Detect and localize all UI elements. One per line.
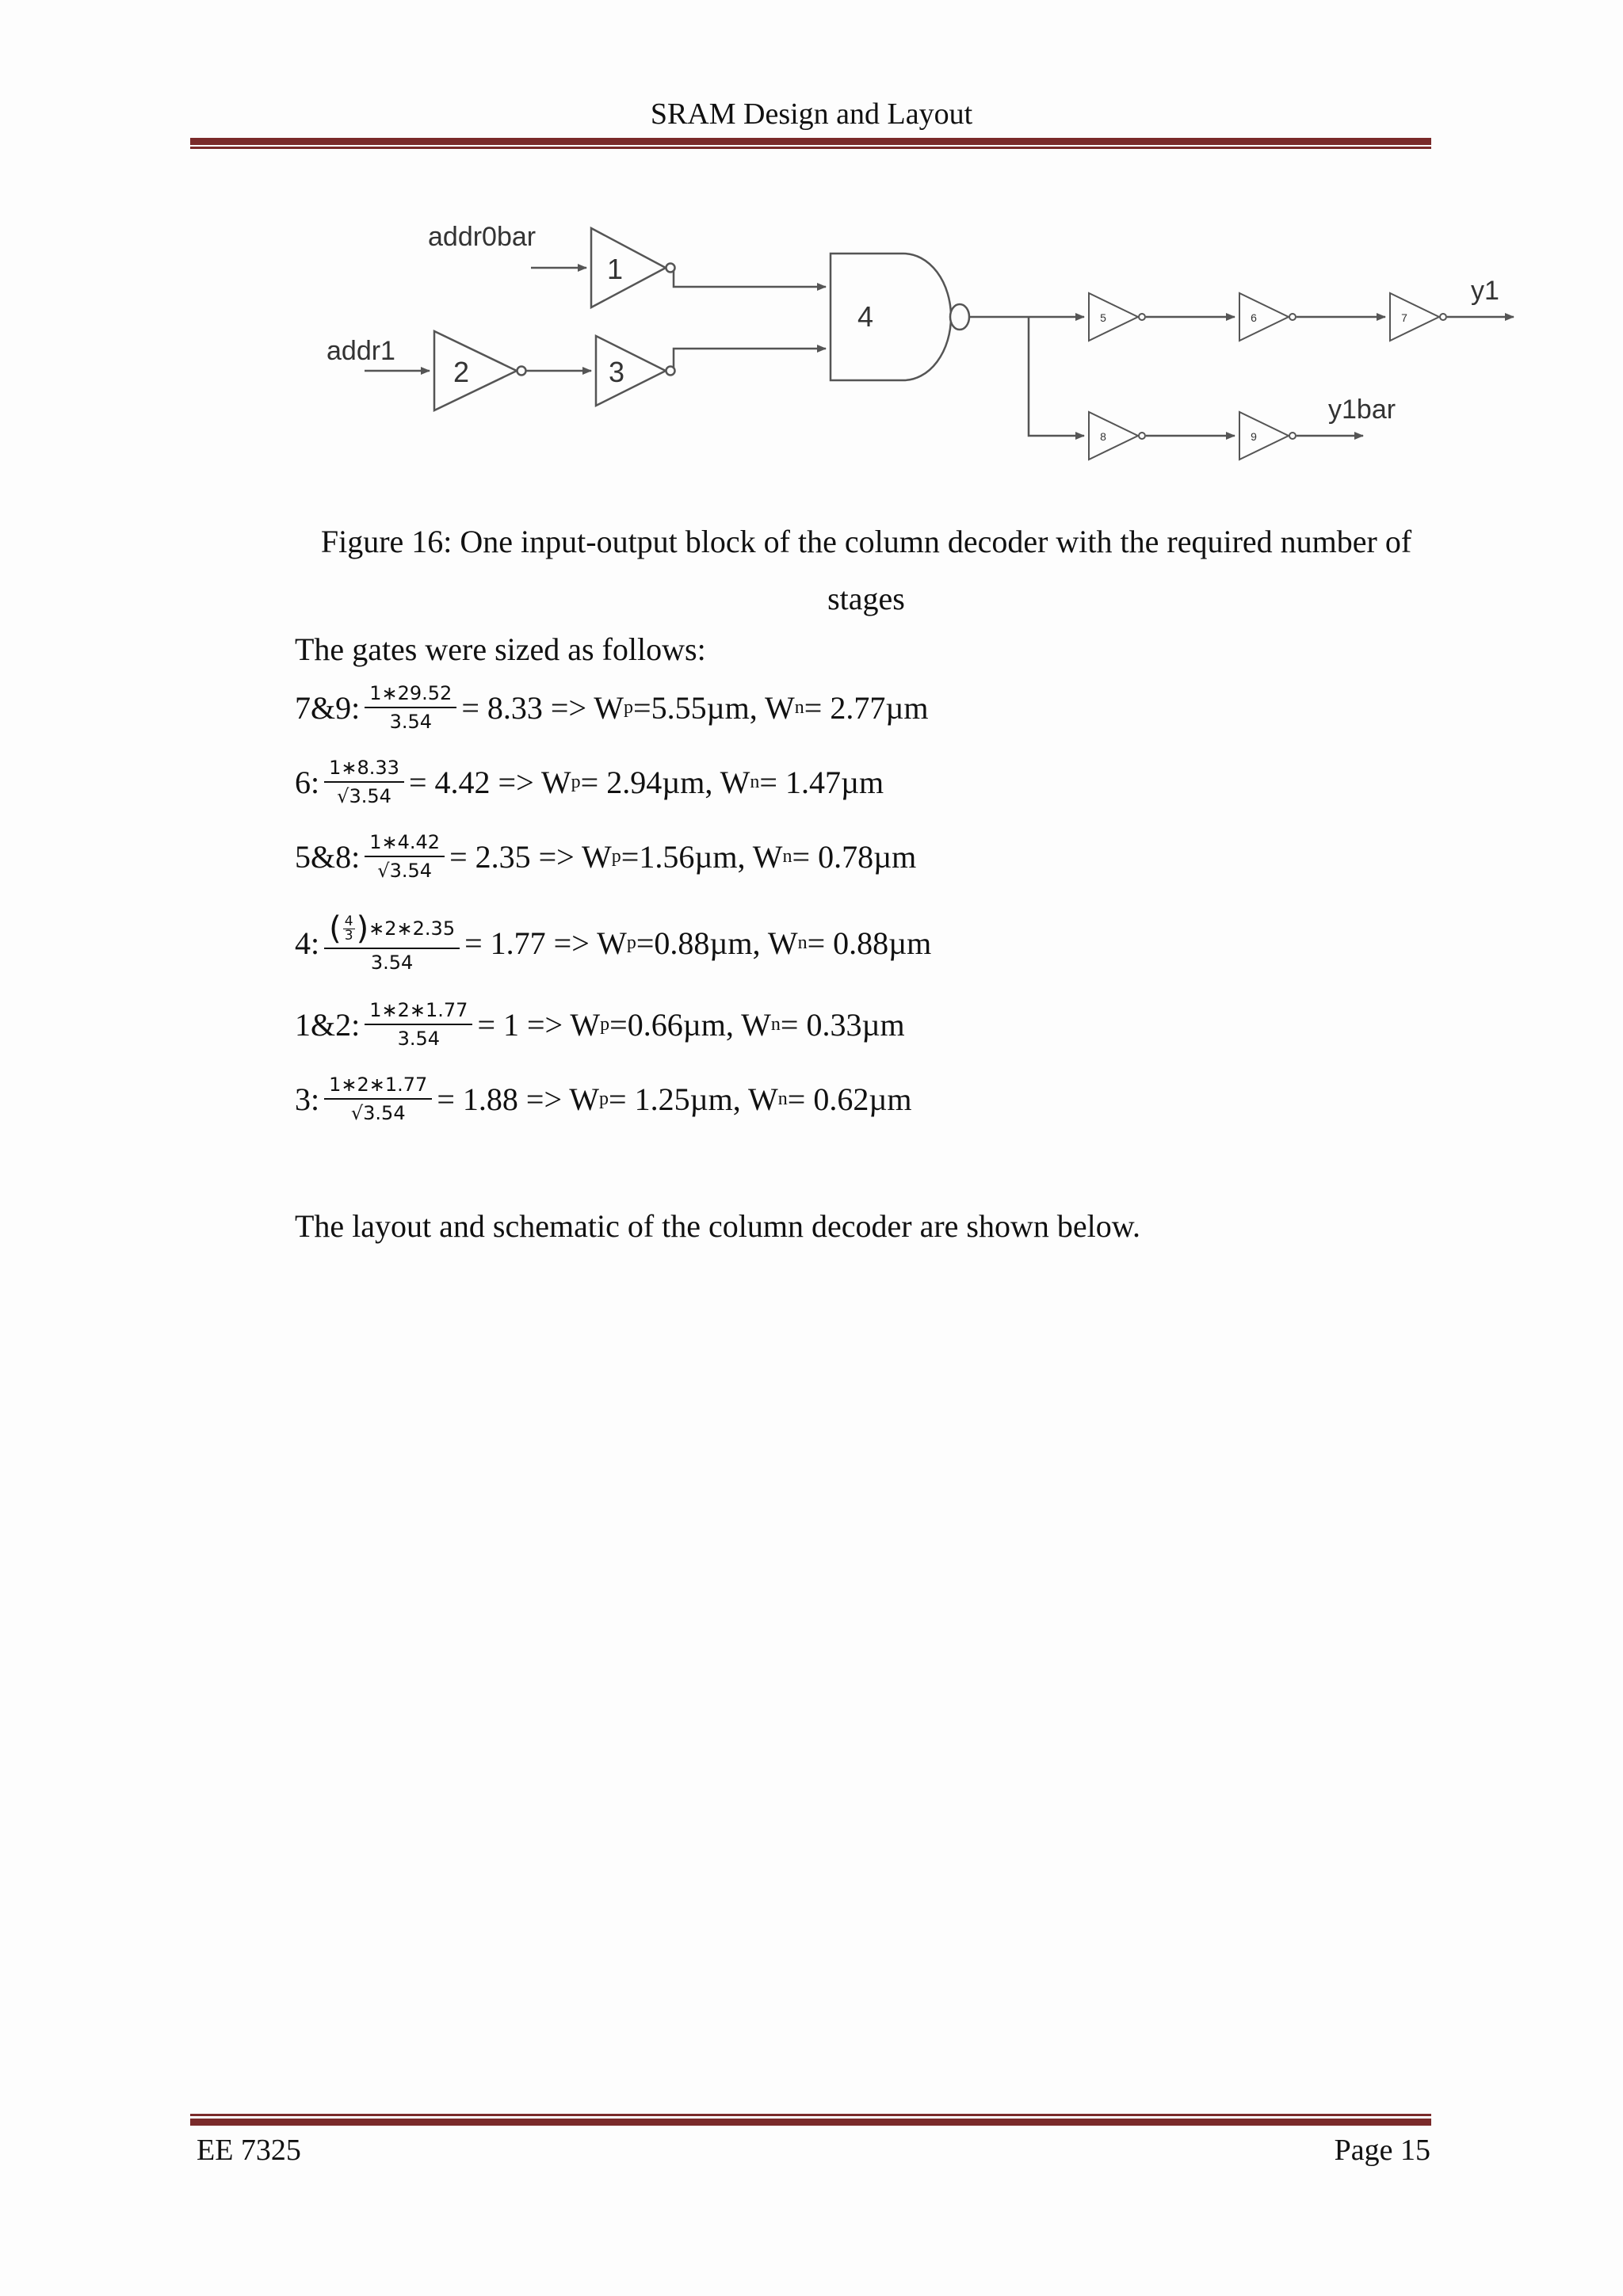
eq-result: = 1.88 => W (437, 1081, 600, 1117)
wn-subscript: n (777, 1088, 788, 1109)
eq-denominator: √3.54 (337, 785, 391, 808)
eq-result: = 8.33 => W (461, 689, 624, 726)
gate-label-1: 1 (606, 253, 624, 285)
eq-fraction (324, 910, 460, 974)
gate-label-2: 2 (453, 356, 470, 388)
inverter-1 (591, 228, 675, 307)
signal-label-y1: y1 (1471, 276, 1499, 306)
wn-subscript: n (782, 845, 792, 867)
eq-denominator: √3.54 (377, 860, 433, 883)
eq-label: 7&9: (295, 689, 361, 726)
paren-fraction-den: 3 (344, 927, 353, 944)
inverter-5 (1089, 293, 1145, 341)
eq-label: 1&2: (295, 1006, 361, 1043)
gate-label-7: 7 (1401, 311, 1407, 324)
inverter-2 (434, 331, 526, 410)
eq-numerator: 1∗8.33 (324, 757, 404, 783)
eq-denominator: 3.54 (397, 1028, 441, 1051)
eq-result: = 4.42 => W (408, 764, 571, 800)
eq-label: 3: (295, 1081, 320, 1117)
gate-label-3: 3 (608, 356, 625, 388)
eq-numerator: 1∗29.52 (365, 683, 456, 708)
equation-gate-6 (295, 757, 884, 807)
eq-wn-value: = 0.88µm (807, 925, 932, 961)
closing-text: The layout and schematic of the column decoder are shown below. (295, 1208, 1141, 1244)
inverter-8 (1089, 412, 1145, 460)
eq-wn-value: = 0.62µm (787, 1081, 912, 1117)
nand-gate-4 (831, 254, 969, 380)
column-decoder-diagram (301, 206, 1529, 475)
wire-3-to-4 (674, 349, 826, 371)
equation-gate-4 (295, 910, 932, 974)
eq-result: = 1.77 => W (464, 925, 627, 961)
inverter-3 (596, 336, 675, 406)
equation-gate-1-2 (295, 1000, 905, 1050)
eq-numerator (324, 910, 460, 949)
wp-subscript: p (611, 845, 621, 867)
wp-subscript: p (600, 1013, 610, 1035)
eq-fraction (365, 683, 456, 733)
wp-subscript: p (571, 771, 581, 792)
gate-label-9: 9 (1251, 430, 1257, 443)
paren-open: ( (329, 910, 342, 947)
eq-wp-value: =0.88µm, W (636, 925, 798, 961)
eq-result: = 2.35 => W (449, 838, 612, 875)
wp-subscript: p (624, 696, 634, 718)
signal-label-y1bar: y1bar (1328, 395, 1396, 425)
eq-denominator: 3.54 (389, 711, 432, 734)
wn-subscript: n (794, 696, 804, 718)
wire-1-to-4 (674, 268, 826, 287)
intro-text: The gates were sized as follows: (295, 631, 706, 667)
gate-label-5: 5 (1100, 311, 1106, 324)
eq-label: 5&8: (295, 838, 361, 875)
header-rule-thin (190, 147, 1431, 149)
eq-wp-value: =0.66µm, W (609, 1006, 771, 1043)
eq-wp-value: = 1.25µm, W (609, 1081, 778, 1117)
page-header-title: SRAM Design and Layout (650, 97, 973, 131)
eq-numerator-tail: ∗2∗2.35 (369, 917, 456, 940)
eq-denominator: √3.54 (350, 1102, 406, 1125)
inverter-9 (1239, 412, 1296, 460)
wire-4-to-8 (1029, 317, 1084, 436)
wn-subscript: n (770, 1013, 781, 1035)
gate-label-8: 8 (1100, 430, 1106, 443)
eq-fraction (365, 832, 445, 882)
eq-wn-value: = 1.47µm (759, 764, 884, 800)
eq-fraction (324, 757, 404, 807)
header-rule-thick (190, 138, 1431, 145)
footer-rule-thick (190, 2119, 1431, 2126)
wp-subscript: p (599, 1088, 609, 1109)
eq-wn-value: = 0.33µm (780, 1006, 905, 1043)
eq-wn-value: = 2.77µm (804, 689, 929, 726)
wp-subscript: p (626, 932, 636, 953)
eq-wn-value: = 0.78µm (792, 838, 917, 875)
eq-numerator: 1∗2∗1.77 (365, 1000, 472, 1025)
figure-caption: Figure 16: One input-output block of the column decoder with the required number of stages (320, 524, 1412, 616)
signal-label-addr0bar: addr0bar (428, 222, 537, 252)
equation-gate-3 (295, 1074, 912, 1124)
paren-fraction (343, 915, 355, 943)
inverter-6 (1239, 293, 1296, 341)
eq-wp-value: = 2.94µm, W (580, 764, 750, 800)
eq-wp-value: =1.56µm, W (621, 838, 783, 875)
wn-subscript: n (797, 932, 808, 953)
eq-wp-value: =5.55µm, W (633, 689, 795, 726)
eq-result: = 1 => W (477, 1006, 601, 1043)
equation-gate-5-8 (295, 832, 916, 882)
eq-numerator: 1∗4.42 (365, 832, 445, 857)
footer-page-number: Page 15 (1334, 2134, 1430, 2167)
gate-label-4: 4 (857, 300, 874, 333)
equation-gate-7-9 (295, 683, 929, 733)
footer-rule-thin (190, 2114, 1431, 2116)
signal-label-addr1: addr1 (327, 336, 395, 366)
eq-label: 6: (295, 764, 320, 800)
paren-fraction-num: 4 (344, 913, 353, 929)
eq-fraction (324, 1074, 432, 1124)
wn-subscript: n (750, 771, 760, 792)
gate-label-6: 6 (1251, 311, 1257, 324)
paren-close: ) (356, 910, 369, 947)
eq-label: 4: (295, 925, 320, 961)
inverter-7 (1390, 293, 1446, 341)
footer-course: EE 7325 (197, 2134, 301, 2167)
eq-denominator: 3.54 (370, 952, 414, 974)
eq-fraction (365, 1000, 472, 1050)
eq-numerator: 1∗2∗1.77 (324, 1074, 432, 1100)
